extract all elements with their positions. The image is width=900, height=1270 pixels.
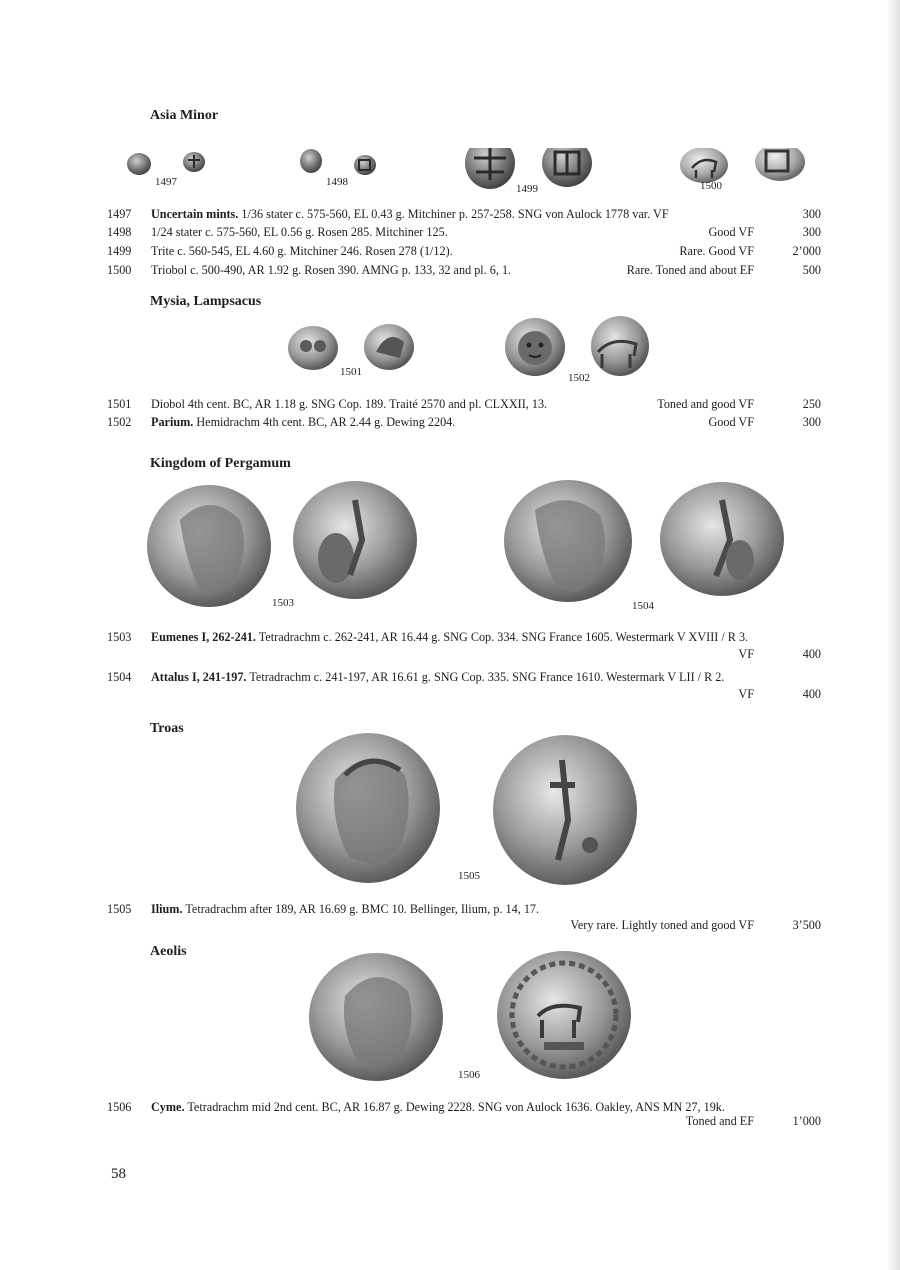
lot-number: 1506 bbox=[107, 1100, 132, 1114]
section-heading-troas: Troas bbox=[150, 721, 184, 736]
coin-1503-reverse bbox=[293, 481, 417, 599]
coin-label-1497: 1497 bbox=[155, 176, 177, 188]
lot-description: Attalus I, 241-197. Tetradrachm c. 241-197, AR 16.61 g. SNG Cop. 335. SNG France 1610. Westermark V LII / R 2. bbox=[151, 670, 725, 684]
lot-price: 3’500 bbox=[792, 918, 821, 932]
lot-title: Ilium. bbox=[151, 902, 183, 916]
coin-1498-obverse bbox=[300, 149, 322, 173]
section-heading-asia-minor: Asia Minor bbox=[150, 108, 219, 123]
lot-description: Parium. Hemidrachm 4th cent. BC, AR 2.44 g. Dewing 2204. bbox=[151, 415, 456, 429]
coin-label-1499: 1499 bbox=[516, 183, 538, 195]
lot-price: 250 bbox=[802, 397, 821, 411]
lot-title: Parium. bbox=[151, 415, 194, 429]
lot-grade: Good VF bbox=[708, 225, 754, 239]
lot-description: Cyme. Tetradrachm mid 2nd cent. BC, AR 16.87 g. Dewing 2228. SNG von Aulock 1636. Oakley, ANS MN 27, 19k. bbox=[151, 1100, 725, 1114]
lot-price: 400 bbox=[802, 687, 821, 701]
coin-1498-reverse bbox=[354, 155, 376, 175]
lot-grade: Good VF bbox=[708, 415, 754, 429]
lot-grade: Rare. Good VF bbox=[679, 244, 754, 258]
lot-grade: VF bbox=[738, 687, 754, 701]
lot-price: 400 bbox=[802, 647, 821, 661]
lot-grade: VF bbox=[738, 647, 754, 661]
section-heading-aeolis: Aeolis bbox=[150, 944, 187, 959]
lot-number: 1504 bbox=[107, 670, 132, 684]
lot-price: 500 bbox=[802, 263, 821, 277]
coin-1506-reverse bbox=[497, 951, 631, 1079]
lot-number: 1502 bbox=[107, 415, 132, 429]
lot-description: Ilium. Tetradrachm after 189, AR 16.69 g. BMC 10. Bellinger, Ilium, p. 14, 17. bbox=[151, 902, 540, 916]
lot-description: Triobol c. 500-490, AR 1.92 g. Rosen 390. AMNG p. 133, 32 and pl. 6, 1. bbox=[151, 263, 512, 277]
coin-photos-mysia bbox=[280, 314, 660, 386]
coin-1502-reverse bbox=[591, 316, 649, 376]
lot-number: 1503 bbox=[107, 630, 132, 644]
section-heading-pergamum: Kingdom of Pergamum bbox=[150, 456, 291, 471]
coin-1501-obverse bbox=[288, 326, 338, 370]
lot-number: 1505 bbox=[107, 902, 132, 916]
coin-photos-aeolis bbox=[300, 946, 640, 1086]
coin-label-1503: 1503 bbox=[272, 597, 294, 609]
coin-label-1498: 1498 bbox=[326, 176, 348, 188]
lot-grade: Rare. Toned and about EF bbox=[626, 263, 754, 277]
coin-1504-reverse bbox=[660, 482, 784, 596]
page-number: 58 bbox=[111, 1166, 126, 1182]
lot-description: Trite c. 560-545, EL 4.60 g. Mitchiner 246. Rosen 278 (1/12). bbox=[151, 244, 453, 258]
lot-grade: Very rare. Lightly toned and good VF bbox=[570, 918, 754, 932]
lot-title: Uncertain mints. bbox=[151, 207, 239, 221]
coin-1500-obverse bbox=[680, 148, 728, 183]
lot-title: Attalus I, 241-197. bbox=[151, 670, 247, 684]
lot-title: Eumenes I, 262-241. bbox=[151, 630, 256, 644]
coin-label-1505: 1505 bbox=[458, 870, 480, 882]
coin-photos-troas bbox=[290, 730, 650, 890]
coin-label-1504: 1504 bbox=[632, 600, 654, 612]
lot-number: 1501 bbox=[107, 397, 132, 411]
lot-number: 1499 bbox=[107, 244, 132, 258]
lot-title: Cyme. bbox=[151, 1100, 185, 1114]
lot-description: Diobol 4th cent. BC, AR 1.18 g. SNG Cop. 189. Traité 2570 and pl. CLXXII, 13. bbox=[151, 397, 548, 411]
lot-grade: Toned and EF bbox=[685, 1114, 754, 1128]
lot-grade: Toned and good VF bbox=[657, 397, 754, 411]
coin-1497-obverse bbox=[127, 153, 151, 175]
lot-price: 2’000 bbox=[792, 244, 821, 258]
coin-1500-reverse bbox=[755, 148, 805, 181]
lot-description: Uncertain mints. 1/36 stater c. 575-560, EL 0.43 g. Mitchiner p. 257-258. SNG von Aulock 1778 var. VF bbox=[151, 207, 669, 221]
lot-grade: VF bbox=[653, 207, 669, 221]
page-edge-shadow bbox=[886, 0, 900, 1270]
lot-number: 1500 bbox=[107, 263, 132, 277]
lot-description: Eumenes I, 262-241. Tetradrachm c. 262-241, AR 16.44 g. SNG Cop. 334. SNG France 1605. Westermark V XVIII / R 3. bbox=[151, 630, 749, 644]
coin-label-1501: 1501 bbox=[340, 366, 362, 378]
lot-price: 300 bbox=[802, 225, 821, 239]
lot-price: 1’000 bbox=[792, 1114, 821, 1128]
section-heading-mysia-lampsacus: Mysia, Lampsacus bbox=[150, 294, 262, 309]
lot-number: 1497 bbox=[107, 207, 132, 221]
lot-description: 1/24 stater c. 575-560, EL 0.56 g. Rosen 285. Mitchiner 125. bbox=[151, 225, 448, 239]
coin-label-1506: 1506 bbox=[458, 1069, 480, 1081]
coin-label-1500: 1500 bbox=[700, 180, 722, 192]
lot-price: 300 bbox=[802, 207, 821, 221]
lot-price: 300 bbox=[802, 415, 821, 429]
coin-photos-pergamum bbox=[140, 480, 800, 620]
coin-label-1502: 1502 bbox=[568, 372, 590, 384]
lot-number: 1498 bbox=[107, 225, 132, 239]
